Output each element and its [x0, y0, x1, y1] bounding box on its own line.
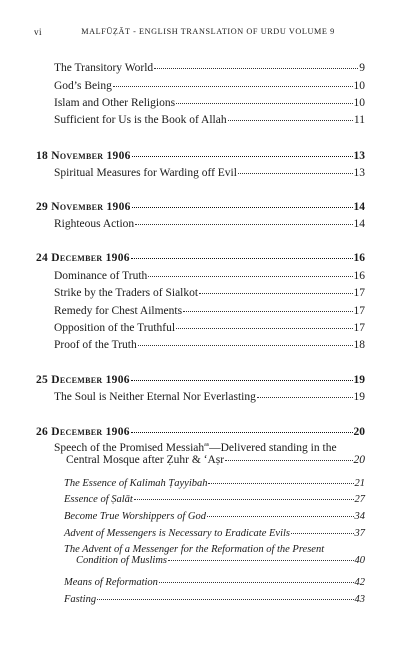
dot-leader	[291, 533, 354, 534]
toc-entry-title: Proof of the Truth	[54, 339, 137, 351]
toc-entry[interactable]	[54, 97, 365, 109]
toc-date-heading[interactable]	[36, 201, 365, 213]
dot-leader	[176, 328, 352, 329]
toc-entry-page: 37	[354, 528, 365, 539]
toc-entry-page: 20	[353, 426, 365, 438]
toc-entry-title-line1: Speech of the Promised Messiah$^{as}$—Delivered standing in the	[54, 442, 337, 454]
toc-entry-title: Opposition of the Truthful	[54, 322, 176, 334]
toc-entry-title: Spiritual Measures for Warding off Evil	[54, 167, 237, 179]
dot-leader	[138, 345, 353, 346]
toc-entry[interactable]	[64, 528, 365, 539]
running-title: MALFŪẒĀT - ENGLISH TRANSLATION OF URDU VOLUME 9	[81, 27, 335, 36]
toc-entry-page: 14	[353, 218, 365, 230]
dot-leader	[148, 276, 352, 277]
toc-entry[interactable]	[54, 80, 365, 92]
dot-leader	[159, 582, 354, 583]
dot-leader	[208, 483, 353, 484]
toc-entry[interactable]	[64, 511, 365, 522]
toc-date-heading[interactable]	[36, 374, 365, 386]
toc-entry-title: Advent of Messengers is Necessary to Eradicate Evils	[64, 528, 290, 539]
toc-entry[interactable]	[54, 305, 365, 317]
toc-entry-title-line1: The Advent of a Messenger for the Reformation of the Present	[64, 544, 325, 555]
toc-entry-title: 18 November 1906	[36, 150, 131, 162]
dot-leader	[154, 68, 358, 69]
dot-leader	[183, 311, 352, 312]
dot-leader	[207, 516, 354, 517]
toc-entry-title: Fasting	[64, 594, 97, 605]
toc-entry[interactable]	[64, 494, 365, 505]
page-number: vi	[34, 27, 43, 37]
toc-entry-page: 17	[353, 305, 365, 317]
toc-entry[interactable]	[54, 287, 365, 299]
toc-entry-page: 9	[359, 62, 365, 74]
toc-entry-page: 16	[353, 252, 365, 264]
toc-entry-title: Righteous Action	[54, 218, 135, 230]
honorific-superscript: as	[204, 442, 210, 449]
toc-entry-title: 26 December 1906	[36, 426, 130, 438]
dot-leader	[135, 224, 352, 225]
toc-entry-page: 27	[354, 494, 365, 505]
toc-entry[interactable]	[64, 478, 365, 489]
toc-entry-title: Dominance of Truth	[54, 270, 148, 282]
dot-leader	[134, 499, 354, 500]
toc-entry-page: 18	[353, 339, 365, 351]
toc-entry[interactable]	[54, 391, 365, 403]
dot-leader	[168, 560, 353, 561]
dot-leader	[131, 258, 353, 259]
toc-entry[interactable]	[54, 114, 365, 126]
dot-leader	[131, 432, 353, 433]
dot-leader	[228, 120, 353, 121]
toc-entry-page: 42	[354, 577, 365, 588]
toc-entry[interactable]	[54, 339, 365, 351]
toc-entry-page: 19	[353, 374, 365, 386]
toc-entry-title: Sufficient for Us is the Book of Allah	[54, 114, 227, 126]
toc-entry-title-line2: Central Mosque after Ẓuhr & ‘Aṣr 20	[66, 454, 365, 466]
toc-date-heading[interactable]	[36, 252, 365, 264]
dot-leader	[132, 156, 353, 157]
dot-leader	[97, 599, 353, 600]
toc-entry[interactable]	[54, 270, 365, 282]
toc-entry[interactable]	[54, 322, 365, 334]
toc-entry-page: 10	[353, 97, 365, 109]
toc-entry-title: Remedy for Chest Ailments	[54, 305, 183, 317]
toc-entry-title: The Transitory World	[54, 62, 154, 74]
toc-entry-page: 13	[353, 150, 365, 162]
toc-date-heading[interactable]	[36, 426, 365, 438]
toc-entry-page: 40	[354, 555, 365, 566]
toc-entry-page: 19	[353, 391, 365, 403]
dot-leader	[257, 397, 353, 398]
toc-entry-page: 10	[353, 80, 365, 92]
toc-entry-title: The Soul is Neither Eternal Nor Everlasting	[54, 391, 256, 403]
toc-entry-page: 43	[354, 594, 365, 605]
toc-entry-title: 29 November 1906	[36, 201, 131, 213]
toc-entry[interactable]	[64, 577, 365, 588]
toc-entry-page: 14	[353, 201, 365, 213]
dot-leader	[199, 293, 352, 294]
toc-entry-title-line2: Condition of Muslims 40	[76, 555, 365, 566]
dot-leader	[238, 173, 353, 174]
toc-date-heading[interactable]	[36, 150, 365, 162]
dot-leader	[225, 460, 352, 461]
toc-entry-page: 21	[354, 478, 365, 489]
toc-entry-title: Means of Reformation	[64, 577, 158, 588]
toc-entry[interactable]	[54, 167, 365, 179]
toc-entry-title: The Essence of Kalimah Ṭayyibah	[64, 478, 208, 489]
toc-entry-page: 11	[353, 114, 365, 126]
toc-entry[interactable]	[54, 218, 365, 230]
toc-entry-title: 24 December 1906	[36, 252, 130, 264]
toc-entry-title: Strike by the Traders of Sialkot	[54, 287, 199, 299]
toc-entry-title: Essence of Ṣalāt	[64, 494, 133, 505]
dot-leader	[132, 207, 353, 208]
toc-entry-title: God’s Being	[54, 80, 112, 92]
toc-entry-page: 16	[353, 270, 365, 282]
toc-entry[interactable]	[64, 594, 365, 605]
toc-entry-page: 34	[354, 511, 365, 522]
dot-leader	[131, 380, 353, 381]
toc-entry-page: 20	[353, 454, 365, 466]
dot-leader	[113, 86, 353, 87]
toc-entry-title: Islam and Other Religions	[54, 97, 176, 109]
toc-entry[interactable]	[54, 62, 365, 74]
toc-entry-title: 25 December 1906	[36, 374, 130, 386]
toc-entry[interactable]	[54, 442, 365, 466]
toc-entry-page: 17	[353, 287, 365, 299]
toc-entry-page: 13	[353, 167, 365, 179]
toc-entry[interactable]	[64, 544, 365, 566]
dot-leader	[176, 103, 352, 104]
toc-entry-title: Become True Worshippers of God	[64, 511, 206, 522]
toc-entry-page: 17	[353, 322, 365, 334]
